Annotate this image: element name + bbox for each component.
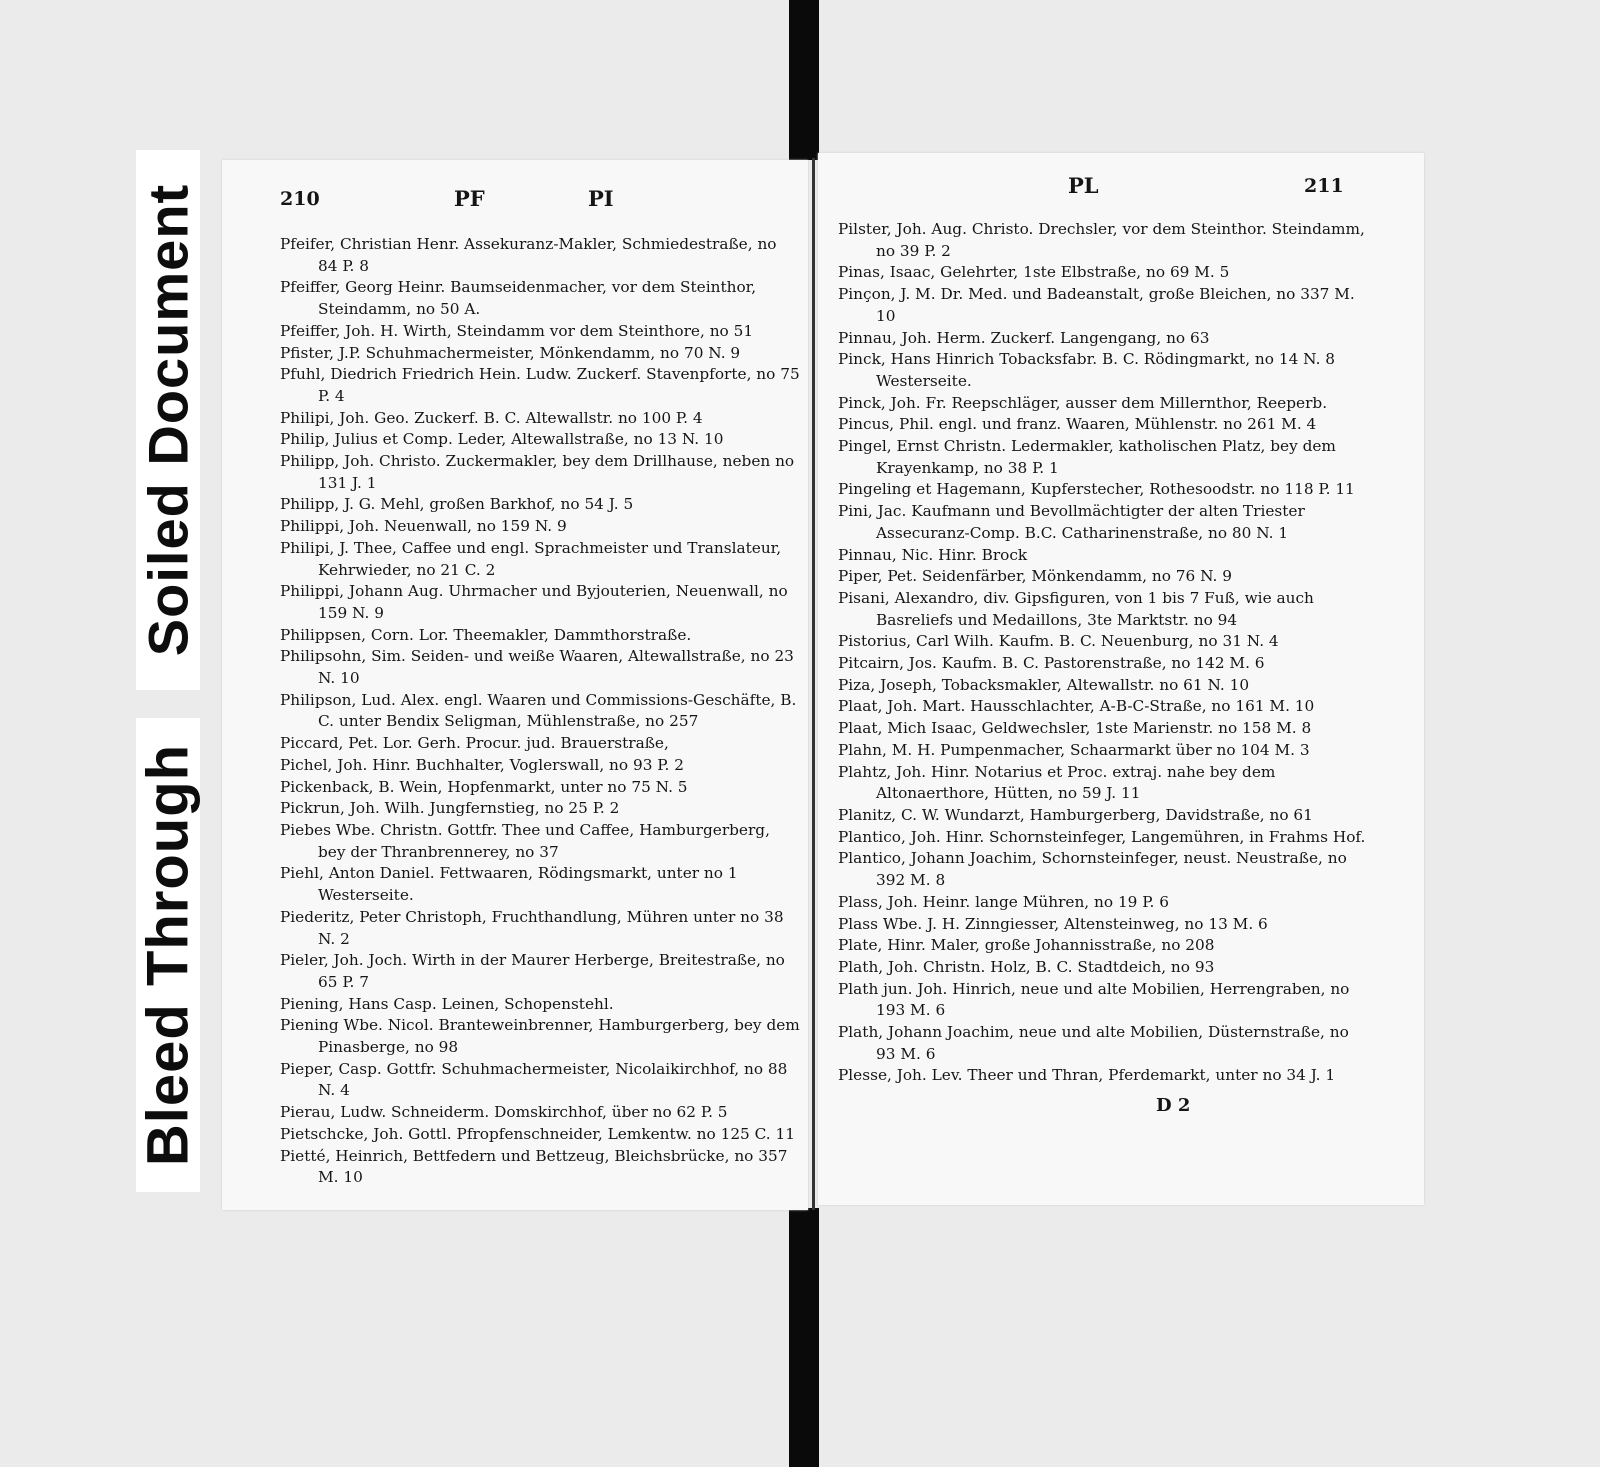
left-header-pf: PF — [454, 186, 485, 211]
directory-entry: Pickrun, Joh. Wilh. Jungfernstieg, no 25 P. 2 — [280, 799, 620, 818]
directory-entry: Pfeifer, Christian Henr. Assekuranz-Makler, Schmiedestraße, no 84 P. 8 — [280, 235, 777, 275]
soiled-document-stamp — [136, 150, 200, 690]
directory-entry: Philipp, J. G. Mehl, großen Barkhof, no 54 J. 5 — [280, 495, 634, 514]
directory-entry: Philippsen, Corn. Lor. Theemakler, Dammthorstraße. — [280, 625, 692, 644]
directory-entry: Pitcairn, Jos. Kaufm. B. C. Pastorenstraße, no 142 M. 6 — [838, 654, 1265, 673]
directory-entry: Piccard, Pet. Lor. Gerh. Procur. jud. Brauerstraße, — [280, 734, 669, 753]
directory-entry: Planitz, C. W. Wundarzt, Hamburgerberg, Davidstraße, no 61 — [838, 805, 1313, 824]
left-entry-list — [280, 234, 800, 1189]
bleed-through-stamp — [136, 718, 200, 1192]
directory-entry: Pickenback, B. Wein, Hopfenmarkt, unter no 75 N. 5 — [280, 777, 688, 796]
directory-entry: Pfeiffer, Georg Heinr. Baumseidenmacher, vor dem Steinthor, Steindamm, no 50 A. — [280, 278, 757, 319]
directory-entry: Pichel, Joh. Hinr. Buchhalter, Voglerswall, no 93 P. 2 — [280, 755, 684, 774]
directory-entry: Plath, Johann Joachim, neue und alte Mobilien, Düsternstraße, no 93 M. 6 — [838, 1023, 1349, 1063]
directory-entry: Pisani, Alexandro, div. Gipsfiguren, von 1 bis 7 Fuß, wie auch Basreliefs und Medaillons, 3te Marktstr. no 94 — [838, 588, 1314, 629]
directory-entry: Pietschcke, Joh. Gottl. Pfropfenschneider, Lemkentw. no 125 C. 11 — [280, 1124, 795, 1143]
directory-entry: Plate, Hinr. Maler, große Johannisstraße, no 208 — [838, 936, 1215, 955]
right-header-pl: PL — [1068, 173, 1099, 198]
directory-entry: Plass Wbe. J. H. Zinngiesser, Altensteinweg, no 13 M. 6 — [838, 914, 1268, 933]
directory-entry: Pinçon, J. M. Dr. Med. und Badeanstalt, große Bleichen, no 337 M. 10 — [838, 285, 1355, 325]
directory-entry: Pistorius, Carl Wilh. Kaufm. B. C. Neuenburg, no 31 N. 4 — [838, 632, 1279, 651]
directory-entry: Piper, Pet. Seidenfärber, Mönkendamm, no 76 N. 9 — [838, 567, 1232, 586]
binding-spine-bottom — [789, 1208, 819, 1467]
directory-entry: Plesse, Joh. Lev. Theer und Thran, Pferdemarkt, unter no 34 J. 1 — [838, 1066, 1336, 1085]
directory-entry: Pinnau, Joh. Herm. Zuckerf. Langengang, no 63 — [838, 328, 1210, 347]
directory-entry: Philipi, J. Thee, Caffee und engl. Sprachmeister und Translateur, Kehrwieder, no 21 C. 2 — [280, 538, 782, 579]
directory-entry: Philip, Julius et Comp. Leder, Altewallstraße, no 13 N. 10 — [280, 430, 724, 449]
directory-entry: Pinck, Joh. Fr. Reepschläger, ausser dem Millernthor, Reeperb. — [838, 393, 1328, 412]
page-gutter — [812, 158, 815, 1210]
left-header-pi: PI — [588, 186, 614, 211]
directory-entry: Pingeling et Hagemann, Kupferstecher, Rothesoodstr. no 118 P. 11 — [838, 480, 1355, 499]
directory-entry: Plaat, Joh. Mart. Hausschlachter, A-B-C-Straße, no 161 M. 10 — [838, 697, 1315, 716]
directory-entry: Pietté, Heinrich, Bettfedern und Bettzeug, Bleichsbrücke, no 357 M. 10 — [280, 1146, 788, 1187]
directory-entry: Pingel, Ernst Christn. Ledermakler, katholischen Platz, bey dem Krayenkamp, no 38 P. 1 — [838, 437, 1336, 477]
right-page — [818, 153, 1424, 1205]
directory-entry: Pieler, Joh. Joch. Wirth in der Maurer Herberge, Breitestraße, no 65 P. 7 — [280, 951, 785, 991]
directory-entry: Piening, Hans Casp. Leinen, Schopenstehl. — [280, 994, 614, 1013]
directory-entry: Philipp, Joh. Christo. Zuckermakler, bey dem Drillhause, neben no 131 J. 1 — [280, 452, 795, 492]
directory-entry: Philippi, Joh. Neuenwall, no 159 N. 9 — [280, 517, 567, 536]
directory-entry: Plahtz, Joh. Hinr. Notarius et Proc. extraj. nahe bey dem Altonaerthore, Hütten, no 59 J. 11 — [838, 762, 1276, 803]
directory-entry: Pfeiffer, Joh. H. Wirth, Steindamm vor dem Steinthore, no 51 — [280, 321, 754, 340]
directory-entry: Plaat, Mich Isaac, Geldwechsler, 1ste Marienstr. no 158 M. 8 — [838, 719, 1312, 738]
bleed-through-label: Bleed Through — [135, 743, 201, 1167]
directory-entry: Pini, Jac. Kaufmann und Bevollmächtigter der alten Triester Assecuranz-Comp. B.C. Catharinenstraße, no 80 N. 1 — [838, 502, 1305, 542]
binding-spine-top — [789, 0, 819, 160]
directory-entry: Philipsohn, Sim. Seiden- und weiße Waaren, Altewallstraße, no 23 N. 10 — [280, 647, 794, 688]
directory-entry: Philippi, Johann Aug. Uhrmacher und Byjouterien, Neuenwall, no 159 N. 9 — [280, 582, 788, 622]
directory-entry: Piebes Wbe. Christn. Gottfr. Thee und Caffee, Hamburgerberg, bey der Thranbrennerey, no 37 — [280, 820, 770, 861]
directory-entry: Pfuhl, Diedrich Friedrich Hein. Ludw. Zuckerf. Stavenpforte, no 75 P. 4 — [280, 365, 800, 405]
directory-entry: Plath, Joh. Christn. Holz, B. C. Stadtdeich, no 93 — [838, 957, 1215, 976]
right-entry-list — [838, 219, 1368, 1087]
directory-entry: Pilster, Joh. Aug. Christo. Drechsler, vor dem Steinthor. Steindamm, no 39 P. 2 — [838, 220, 1365, 260]
directory-entry: Plahn, M. H. Pumpenmacher, Schaarmarkt über no 104 M. 3 — [838, 740, 1310, 759]
directory-entry: Pincus, Phil. engl. und franz. Waaren, Mühlenstr. no 261 M. 4 — [838, 415, 1317, 434]
directory-entry: Piederitz, Peter Christoph, Fruchthandlung, Mühren unter no 38 N. 2 — [280, 907, 784, 948]
directory-entry: Philipi, Joh. Geo. Zuckerf. B. C. Altewallstr. no 100 P. 4 — [280, 408, 703, 427]
directory-entry: Piehl, Anton Daniel. Fettwaaren, Rödingsmarkt, unter no 1 Westerseite. — [280, 864, 738, 905]
directory-entry: Plantico, Johann Joachim, Schornsteinfeger, neust. Neustraße, no 392 M. 8 — [838, 849, 1347, 890]
left-page — [222, 160, 808, 1210]
directory-entry: Philipson, Lud. Alex. engl. Waaren und Commissions-Geschäfte, B. C. unter Bendix Seligman, Mühlenstraße, no 257 — [280, 690, 797, 731]
directory-entry: Pinck, Hans Hinrich Tobacksfabr. B. C. Rödingmarkt, no 14 N. 8 Westerseite. — [838, 350, 1336, 390]
right-page-number: 211 — [1304, 175, 1344, 197]
directory-entry: Pinnau, Nic. Hinr. Brock — [838, 545, 1028, 564]
directory-entry: Plass, Joh. Heinr. lange Mühren, no 19 P. 6 — [838, 892, 1169, 911]
directory-entry: Plath jun. Joh. Hinrich, neue und alte Mobilien, Herrengraben, no 193 M. 6 — [838, 979, 1350, 1020]
directory-entry: Pieper, Casp. Gottfr. Schuhmachermeister, Nicolaikirchhof, no 88 N. 4 — [280, 1059, 788, 1100]
directory-entry: Piening Wbe. Nicol. Branteweinbrenner, Hamburgerberg, bey dem Pinasberge, no 98 — [280, 1016, 800, 1057]
directory-entry: Pfister, J.P. Schuhmachermeister, Mönkendamm, no 70 N. 9 — [280, 343, 741, 362]
left-page-number: 210 — [280, 188, 320, 210]
signature-mark: D 2 — [1156, 1095, 1191, 1116]
directory-entry: Pinas, Isaac, Gelehrter, 1ste Elbstraße, no 69 M. 5 — [838, 263, 1230, 282]
directory-entry: Pierau, Ludw. Schneiderm. Domskirchhof, über no 62 P. 5 — [280, 1103, 728, 1122]
directory-entry: Piza, Joseph, Tobacksmakler, Altewallstr. no 61 N. 10 — [838, 675, 1250, 694]
soiled-document-label: Soiled Document — [136, 183, 200, 657]
directory-entry: Plantico, Joh. Hinr. Schornsteinfeger, Langemühren, in Frahms Hof. — [838, 827, 1366, 846]
